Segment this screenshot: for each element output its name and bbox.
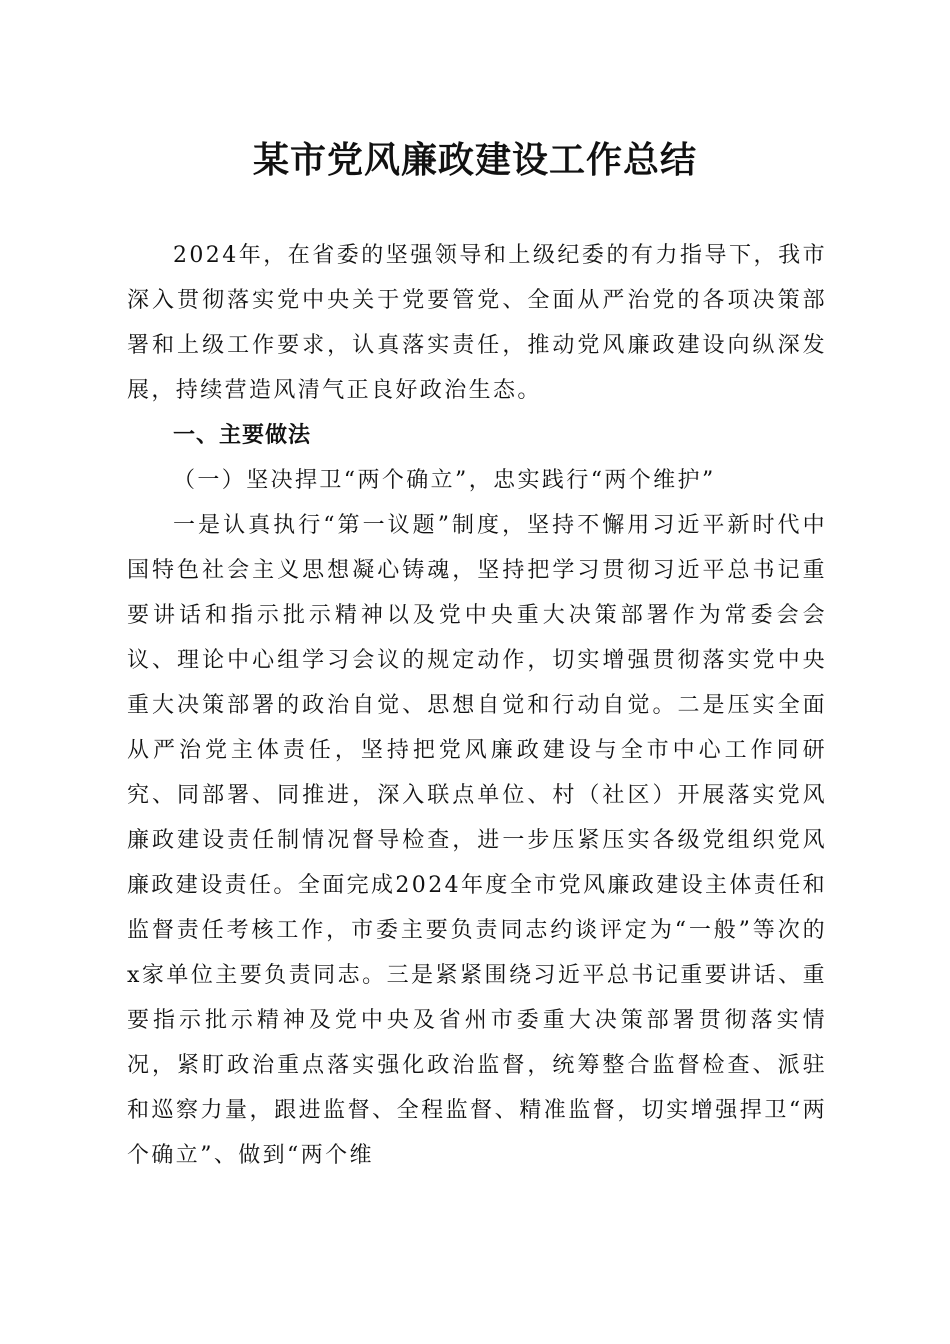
document-body: [127, 233, 827, 1178]
intro-paragraph: 2024年，在省委的坚强领导和上级纪委的有力指导下，我市深入贯彻落实党中央关于党要管党、全面从严治党的各项决策部署和上级工作要求，认真落实责任，推动党风廉政建设向纵深发展，持续营造风清气正良好政治生态。: [127, 243, 827, 403]
section-heading: 一、主要做法: [173, 423, 312, 448]
subsection-heading: （一）坚决捍卫“两个确立”，忠实践行“两个维护”: [173, 468, 716, 493]
body-paragraph: 一是认真执行“第一议题”制度，坚持不懈用习近平新时代中国特色社会主义思想凝心铸魂，坚持把学习贯彻习近平总书记重要讲话和指示批示精神以及党中央重大决策部署作为常委会会议、理论中心组学习会议的规定动作，切实增强贯彻落实党中央重大决策部署的政治自觉、思想自觉和行动自觉。二是压实全面从严治党主体责任，坚持把党风廉政建设与全市中心工作同研究、同部署、同推进，深入联点单位、村（社区）开展落实党风廉政建设责任制情况督导检查，进一步压紧压实各级党组织党风廉政建设责任。全面完成2024年度全市党风廉政建设主体责任和监督责任考核工作，市委主要负责同志约谈评定为“一般”等次的x家单位主要负责同志。三是紧紧围绕习近平总书记重要讲话、重要指示批示精神及党中央及省州市委重大决策部署贯彻落实情况，紧盯政治重点落实强化政治监督，统筹整合监督检查、派驻和巡察力量，跟进监督、全程监督、精准监督，切实增强捍卫“两个确立”、做到“两个维: [127, 513, 827, 1168]
document-title: 某市党风廉政建设工作总结: [252, 139, 697, 181]
